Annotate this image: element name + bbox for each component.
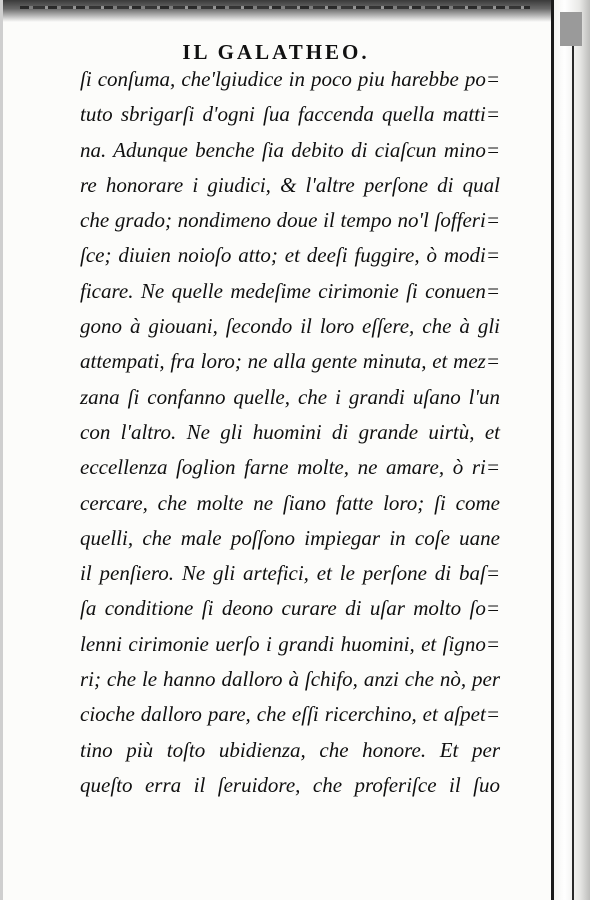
book-edge-line (572, 40, 574, 900)
text-line: re honorare i giudici, & l'altre perſone di qual (80, 172, 500, 197)
text-line: cioche dalloro pare, che eſſi ricerchino, et aſpet= (80, 702, 500, 727)
text-line: ſce; diuien noioſo atto; et deeſi fuggire, ò modi= (80, 243, 500, 268)
page-left-edge (0, 0, 3, 900)
text-line: eccellenza ſoglion farne molte, ne amare, ò ri= (80, 455, 500, 480)
text-line: ſi conſuma, che'lgiudice in poco piu harebbe po= (80, 67, 500, 91)
page-top-shadow (0, 0, 560, 22)
text-line: quelli, che male poſſono impiegar in coſe uane (80, 525, 500, 550)
text-line: zana ſi confanno quelle, che i grandi uſano l'un (80, 384, 500, 409)
text-line: il penſiero. Ne gli artefici, et le perſone di baſ= (80, 561, 500, 586)
text-line: tino più toſto ubidienza, che honore. Et per (80, 737, 500, 762)
text-line: na. Adunque benche ſia debito di ciaſcun mino= (80, 137, 500, 162)
text-line: ſa conditione ſi deono curare di uſar molto ſo= (80, 596, 500, 621)
body-text (80, 62, 500, 803)
text-line: cercare, che molte ne ſiano fatte loro; ſi come (80, 490, 500, 515)
text-line: con l'altro. Ne gli huomini di grande uirtù, et (80, 419, 500, 444)
text-line: ficare. Ne quelle medeſime cirimonie ſi conuen= (80, 278, 500, 303)
text-line: tuto sbrigarſi d'ogni ſua faccenda quella matti= (80, 102, 500, 127)
text-line: queſto erra il ſeruidore, che proferiſce il ſuo (80, 772, 500, 797)
running-head: IL GALATHEO. (182, 40, 370, 64)
text-line: lenni cirimonie uerſo i grandi huomini, et ſigno= (80, 631, 500, 656)
book-edge-tab (560, 12, 582, 46)
text-line: gono à giouani, ſecondo il loro eſſere, che à gli (80, 314, 500, 339)
text-line: attempati, fra loro; ne alla gente minuta, et mez= (80, 349, 500, 374)
text-line: ri; che le hanno dalloro à ſchifo, anzi che nò, per (80, 667, 500, 692)
text-line: che grado; nondimeno doue il tempo no'l ſofferi= (80, 208, 500, 233)
